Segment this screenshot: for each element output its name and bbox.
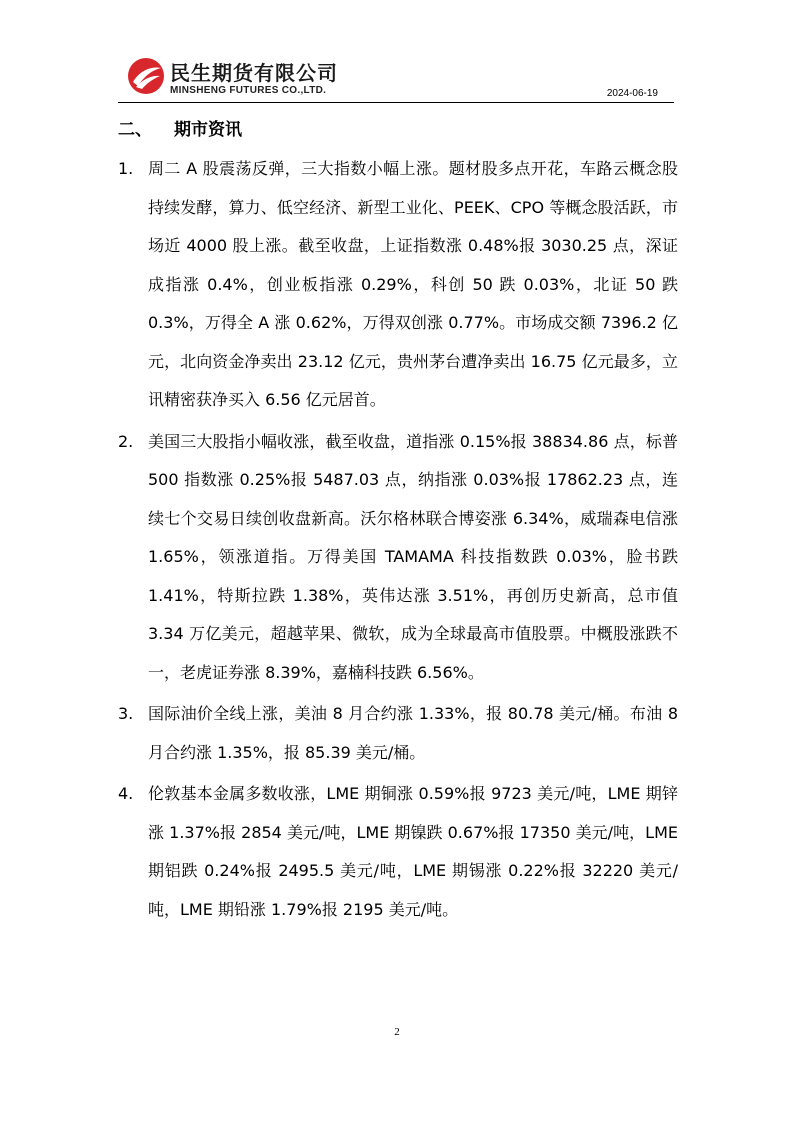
page-header xyxy=(118,52,674,103)
section-title-text: 期市资讯 xyxy=(174,120,242,140)
section-number: 二、 xyxy=(118,120,152,140)
header-date: 2024-06-19 xyxy=(606,88,658,99)
list-item xyxy=(118,423,678,693)
list-item xyxy=(118,775,678,929)
item-number: 1. xyxy=(118,159,134,178)
company-name-cn: 民生期货有限公司 xyxy=(170,61,338,85)
item-number: 2. xyxy=(118,431,134,451)
item-number: 4. xyxy=(118,784,134,803)
company-name-en: MINSHENG FUTURES CO.,LTD. xyxy=(170,85,327,96)
list-item xyxy=(118,150,678,420)
news-list xyxy=(118,150,678,932)
item-number: 3. xyxy=(118,704,134,723)
item-text: 国际油价全线上涨，美油 8 月合约涨 1.33%，报 80.78 美元/桶。布油 8 月合约涨 1.35%，报 85.39 美元/桶。 xyxy=(148,704,678,762)
minsheng-logo-icon xyxy=(126,56,166,96)
section-heading xyxy=(118,115,242,140)
page-number: 2 xyxy=(394,1026,400,1038)
item-text: 伦敦基本金属多数收涨，LME 期铜涨 0.59%报 9723 美元/吨，LME 期锌涨 1.37%报 2854 美元/吨，LME 期镍跌 0.67%报 17350 美元/吨，LME 期铝跌 0.24%报 2495.5 美元/吨，LME 期锡涨 0.22%报 32220 美元/吨，LME 期铅涨 1.79%报 2195 美元/吨。 xyxy=(148,784,678,919)
list-item xyxy=(118,695,678,772)
item-text: 周二 A 股震荡反弹，三大指数小幅上涨。题材股多点开花，车路云概念股持续发酵，算力、低空经济、新型工业化、PEEK、CPO 等概念股活跃，市场近 4000 股上涨。截至收盘，上证指数涨 0.48%报 3030.25 点，深证成指涨 0.4%，创业板指涨 0.29%，科创 50 跌 0.03%，北证 50 跌 0.3%，万得全 A 涨 0.62%，万得双创涨 0.77%。市场成交额 7396.2 亿元，北向资金净卖出 23.12 亿元，贵州茅台遭净卖出 16.75 亿元最多，立讯精密获净买入 6.56 亿元居首。 xyxy=(148,159,678,409)
item-text: 美国三大股指小幅收涨，截至收盘，道指涨 0.15%报 38834.86 点，标普 500 指数涨 0.25%报 5487.03 点，纳指涨 0.03%报 17862.23 点，连续七个交易日续创收盘新高。沃尔格林联合博姿涨 6.34%，威瑞森电信涨 1.65%，领涨道指。万得美国 TAMAMA 科技指数跌 0.03%，脸书跌 1.41%，特斯拉跌 1.38%，英伟达涨 3.51%，再创历史新高，总市值 3.34 万亿美元，超越苹果、微软，成为全球最高市值股票。中概股涨跌不一，老虎证券涨 8.39%，嘉楠科技跌 6.56%。 xyxy=(148,431,678,682)
